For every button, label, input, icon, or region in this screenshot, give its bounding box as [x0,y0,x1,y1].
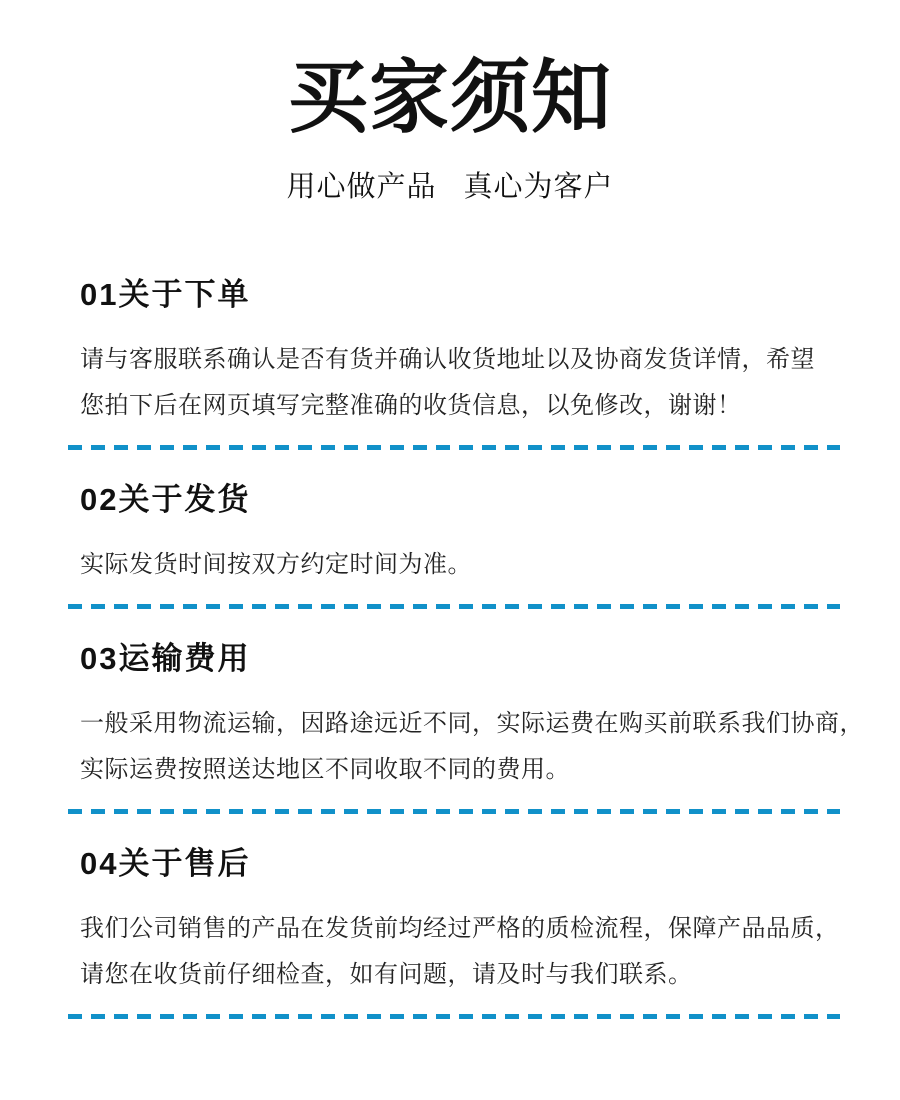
dashed-divider [68,1014,840,1019]
section-shipping [80,484,870,609]
body-text-line: 请您在收货前仔细检查，如有问题，请及时与我们联系。 [80,961,693,988]
body-text-line: 您拍下后在网页填写完整准确的收货信息，以免修改，谢谢！ [80,392,742,419]
section-ordering-body [80,337,870,429]
body-text-line: 实际运费按照送达地区不同收取不同的费用。 [80,756,570,783]
dashed-divider [68,445,840,450]
dashed-divider [68,809,840,814]
section-freight-heading: 03运输费用 [80,641,251,676]
section-freight-body [80,701,870,793]
body-text-line: 实际发货时间按双方约定时间为准。 [80,551,472,578]
section-freight [80,643,870,814]
page-subtitle: 用心做产品 真心为客户 [286,171,614,203]
body-text-line: 我们公司销售的产品在发货前均经过严格的质检流程，保障产品品质， [80,915,840,942]
notice-sections [80,279,870,1019]
page-header [0,50,900,205]
section-shipping-body [80,542,870,588]
body-text-line: 一般采用物流运输，因路途远近不同，实际运费在购买前联系我们协商， [80,710,864,737]
section-ordering [80,279,870,450]
section-aftersales-body [80,906,870,998]
body-text-line: 请与客服联系确认是否有货并确认收货地址以及协商发货详情，希望 [80,346,815,373]
page-title: 买家须知 [288,53,612,142]
section-aftersales-heading: 04关于售后 [80,846,251,881]
section-aftersales [80,848,870,1019]
section-ordering-heading: 01关于下单 [80,277,251,312]
section-shipping-heading: 02关于发货 [80,482,251,517]
dashed-divider [68,604,840,609]
